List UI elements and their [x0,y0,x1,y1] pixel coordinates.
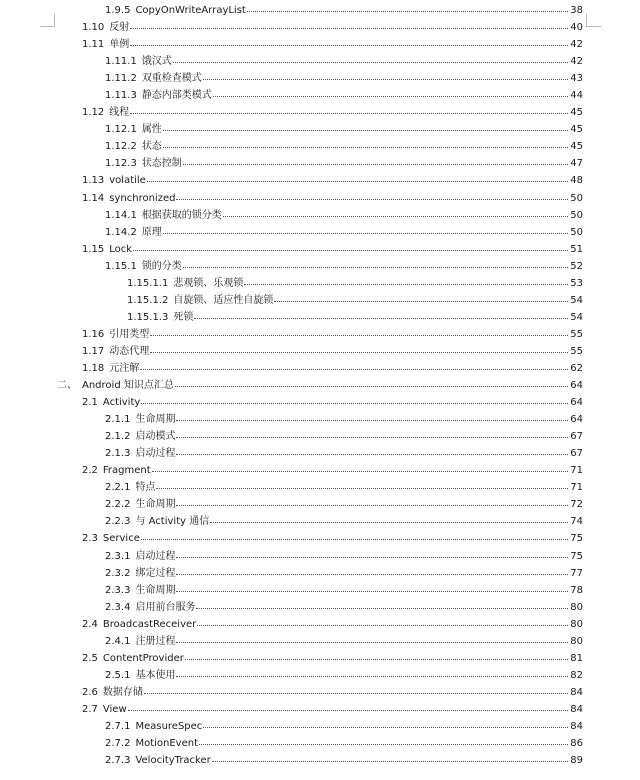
toc-entry[interactable] [0,342,640,359]
dot-leader [203,716,568,728]
toc-entry-number: 2.7.2 [105,738,131,750]
toc-entry-title: MeasureSpec [135,720,203,732]
toc-entry-number: 2.7.1 [105,720,131,732]
toc-entry-number: 2.3.3 [105,584,131,596]
dot-leader [133,239,568,251]
dot-leader [130,34,568,46]
toc-entry-page-number: 55 [570,328,583,340]
toc-entry-page-number: 81 [570,652,583,664]
toc-entry-title: Service [102,533,140,545]
toc-entry-number: 1.17 [82,345,105,357]
dot-leader [183,256,568,268]
toc-entry-number: 2.5.1 [105,669,131,681]
dot-leader [176,631,568,643]
toc-entry[interactable] [0,666,640,683]
toc-entry[interactable] [0,257,640,274]
dot-leader [163,222,568,234]
toc-entry[interactable] [0,751,640,768]
dot-leader [150,341,568,353]
toc-entry-number: 二、 [57,380,77,392]
toc-entry-page-number: 43 [570,73,583,85]
toc-entry-title: 双重检查模式 [141,73,202,85]
toc-entry-page-number: 84 [570,686,583,698]
toc-entry-title: 饿汉式 [141,56,172,68]
toc-entry-page-number: 53 [570,277,583,289]
dot-leader [176,426,568,438]
dot-leader [274,290,568,302]
toc-entry-number: 1.14.2 [105,226,137,238]
toc-entry-page-number: 52 [570,260,583,272]
toc-entry[interactable] [0,461,640,478]
toc-entry-number: 2.7.3 [105,755,131,767]
toc-entry-page-number: 54 [570,294,583,306]
dot-leader [128,699,568,711]
toc-entry[interactable] [0,478,640,495]
toc-entry-page-number: 38 [570,5,583,16]
toc-entry[interactable] [0,154,640,171]
toc-entry-page-number: 44 [570,90,583,102]
dot-leader [212,750,568,762]
toc-entry-title: 数据存储 [102,686,143,698]
toc-entry-number: 1.10 [82,22,105,34]
toc-entry-number: 2.2.3 [105,516,131,528]
toc-entry-title: 状态控制 [141,158,182,170]
dot-leader [176,443,568,455]
toc-entry-page-number: 42 [570,39,583,51]
toc-entry-number: 1.15.1 [105,260,137,272]
toc-entry-page-number: 64 [570,414,583,426]
toc-entry-number: 2.1.1 [105,414,131,426]
toc-entry-number: 2.3.4 [105,601,131,613]
dot-leader [176,494,568,506]
dot-leader [173,51,568,63]
toc-entry[interactable] [0,734,640,751]
dot-leader [141,528,568,540]
toc-entry-number: 2.1.3 [105,448,131,460]
toc-entry-page-number: 50 [570,192,583,204]
dot-leader [203,68,568,80]
dot-leader [185,648,568,660]
toc-entry-title: 属性 [141,124,162,136]
dot-leader [194,307,568,319]
toc-entry-title: View [102,703,127,715]
toc-entry-title: MotionEvent [135,738,199,750]
toc-entry-number: 1.14.1 [105,209,137,221]
dot-leader [196,597,568,609]
toc-entry-title: 反射 [109,22,130,34]
dot-leader [183,153,568,165]
toc-entry[interactable] [0,1,640,18]
toc-entry-page-number: 42 [570,56,583,68]
toc-entry[interactable] [0,103,640,120]
toc-entry-number: 1.14 [82,192,105,204]
toc-entry-number: 2.2.2 [105,499,131,511]
toc-entry[interactable] [0,240,640,257]
toc-entry-page-number: 80 [570,601,583,613]
dot-leader [163,136,568,148]
toc-entry-page-number: 71 [570,482,583,494]
toc-entry-title: 线程 [109,107,130,119]
toc-entry[interactable] [0,581,640,598]
toc-entry-title: 锁的分类 [141,260,182,272]
toc-entry-page-number: 54 [570,311,583,323]
toc-entry-page-number: 51 [570,243,583,255]
toc-entry-number: 2.4 [82,618,98,630]
toc-entry-title: 绑定过程 [135,567,176,579]
toc-entry-title: 注册过程 [135,635,176,647]
toc-entry-page-number: 62 [570,362,583,374]
dot-leader [163,119,568,131]
toc-entry-title: Lock [109,243,133,255]
toc-entry[interactable] [0,171,640,188]
toc-entry-page-number: 77 [570,567,583,579]
toc-entry-page-number: 55 [570,345,583,357]
toc-entry-page-number: 50 [570,209,583,221]
toc-entry-title: 启用前台服务 [135,601,196,613]
toc-entry[interactable] [0,274,640,291]
toc-entry-title: 原理 [141,226,162,238]
toc-entry[interactable] [0,700,640,717]
toc-entry[interactable] [0,223,640,240]
toc-entry[interactable] [0,35,640,52]
toc-entry-number: 1.13 [82,175,105,187]
toc-entry-page-number: 84 [570,720,583,732]
toc-entry-page-number: 45 [570,124,583,136]
toc-entry-number: 1.11.2 [105,73,137,85]
toc-entry-number: 2.3.1 [105,550,131,562]
toc-entry-number: 1.11 [82,39,105,51]
toc-entry-title: 启动模式 [135,431,176,443]
toc-entry-number: 1.12.1 [105,124,137,136]
dot-leader [210,511,568,523]
toc-entry-number: 2.4.1 [105,635,131,647]
toc-entry-title: 特点 [135,482,156,494]
toc-entry-page-number: 67 [570,448,583,460]
toc-entry-page-number: 74 [570,516,583,528]
toc-entry-title: ContentProvider [102,652,184,664]
toc-entry[interactable] [0,632,640,649]
toc-entry-page-number: 50 [570,226,583,238]
dot-leader [147,170,568,182]
toc-entry-number: 2.2.1 [105,482,131,494]
toc-entry[interactable] [0,308,640,325]
toc-entry-title: 悲观锁、乐观锁 [173,277,244,289]
toc-entry-title: 静态内部类模式 [141,90,212,102]
toc-entry-page-number: 47 [570,158,583,170]
toc-entry[interactable] [0,393,640,410]
toc-entry[interactable] [0,359,640,376]
dot-leader [176,188,568,200]
toc-entry-number: 1.18 [82,362,105,374]
toc-entry-title: 单例 [109,39,130,51]
toc-entry-page-number: 86 [570,738,583,750]
toc-entry[interactable] [0,189,640,206]
toc-entry-title: BroadcastReceiver [102,618,197,630]
dot-leader [156,477,568,489]
toc-entry-page-number: 45 [570,141,583,153]
dot-leader [176,665,568,677]
toc-entry[interactable] [0,52,640,69]
toc-entry[interactable] [0,120,640,137]
toc-entry-number: 2.2 [82,465,98,477]
dot-leader [176,546,568,558]
toc-entry-number: 2.3 [82,533,98,545]
toc-entry-title: 启动过程 [135,550,176,562]
toc-entry-title: 与 Activity 通信 [135,516,210,528]
dot-leader [176,580,568,592]
toc-entry-page-number: 71 [570,465,583,477]
toc-entry-title: 基本使用 [135,669,176,681]
toc-entry-title: synchronized [109,192,176,204]
toc-entry-title: 启动过程 [135,448,176,460]
toc-entry-number: 1.11.3 [105,90,137,102]
dot-leader [199,733,568,745]
toc-entry-number: 2.6 [82,686,98,698]
toc-entry-number: 1.11.1 [105,56,137,68]
toc-entry-number: 1.12 [82,107,105,119]
toc-entry[interactable] [0,683,640,700]
toc-entry-page-number: 75 [570,533,583,545]
toc-entry[interactable] [0,325,640,342]
toc-entry-number: 1.9.5 [105,5,131,16]
toc-entry-page-number: 84 [570,703,583,715]
toc-entry[interactable] [0,137,640,154]
toc-entry[interactable] [0,547,640,564]
toc-entry-title: 生命周期 [135,499,176,511]
toc-entry-title: 生命周期 [135,584,176,596]
toc-entry-page-number: 40 [570,22,583,34]
toc-entry[interactable] [0,427,640,444]
toc-entry-title: 生命周期 [135,414,176,426]
toc-entry-title: Activity [102,397,141,409]
toc-entry-title: 根据获取的锁分类 [141,209,222,221]
toc-entry-page-number: 48 [570,175,583,187]
dot-leader [213,85,568,97]
toc-entry[interactable] [0,529,640,546]
toc-entry-page-number: 89 [570,755,583,767]
toc-entry-page-number: 67 [570,431,583,443]
toc-entry-number: 1.15.1.2 [127,294,169,306]
dot-leader [152,460,568,472]
dot-leader [223,205,568,217]
toc-entry-title: volatile [109,175,146,187]
toc-entry-title: CopyOnWriteArrayList [135,5,246,16]
toc-entry-number: 2.1.2 [105,431,131,443]
dot-leader [150,324,568,336]
toc-entry-title: 状态 [141,141,162,153]
toc-entry-page-number: 72 [570,499,583,511]
toc-entry[interactable] [0,512,640,529]
toc-entry-title: 引用类型 [109,328,150,340]
toc-entry[interactable] [0,291,640,308]
dot-leader [176,563,568,575]
dot-leader [175,375,568,387]
toc-entry-title: Android 知识点汇总 [82,380,174,392]
toc-entry-number: 2.1 [82,397,98,409]
toc-entry-page-number: 80 [570,618,583,630]
toc-entry[interactable] [0,18,640,35]
toc-entry-page-number: 80 [570,635,583,647]
toc-entry-title: Fragment [102,465,151,477]
toc-entry[interactable] [0,206,640,223]
toc-entry-title: VelocityTracker [135,755,211,767]
dot-leader [176,409,568,421]
toc-entry[interactable] [0,564,640,581]
toc-entry[interactable] [0,444,640,461]
toc-entry-number: 1.15.1.3 [127,311,169,323]
dot-leader [130,17,568,29]
toc-entry-page-number: 75 [570,550,583,562]
toc-entry[interactable] [0,410,640,427]
toc-entry-title: 自旋锁、适应性自旋锁 [173,294,274,306]
toc-entry-number: 1.12.2 [105,141,137,153]
toc-entry-page-number: 78 [570,584,583,596]
dot-leader [140,358,568,370]
dot-leader [244,273,568,285]
toc-entry-number: 1.12.3 [105,158,137,170]
dot-leader [141,392,568,404]
toc-entry[interactable] [0,598,640,615]
toc-entry-number: 1.15.1.1 [127,277,169,289]
toc-entry[interactable] [0,86,640,103]
toc-entry-number: 1.15 [82,243,105,255]
toc-entry-page-number: 45 [570,107,583,119]
toc-entry-page-number: 82 [570,669,583,681]
toc-entry[interactable] [0,649,640,666]
toc-entry-number: 2.3.2 [105,567,131,579]
dot-leader [247,0,568,12]
toc-entry-number: 1.16 [82,328,105,340]
toc-entry-number: 2.5 [82,652,98,664]
toc-entry[interactable] [0,376,640,393]
toc-entry-number: 2.7 [82,703,98,715]
toc-entry[interactable] [0,495,640,512]
table-of-contents [0,1,640,768]
toc-entry[interactable] [0,615,640,632]
toc-entry-title: 死锁 [173,311,194,323]
toc-entry-title: 动态代理 [109,345,150,357]
dot-leader [130,102,568,114]
toc-entry-page-number: 64 [570,397,583,409]
dot-leader [197,614,568,626]
toc-entry-title: 元注解 [109,362,140,374]
toc-entry[interactable] [0,69,640,86]
toc-entry-page-number: 64 [570,380,583,392]
toc-entry[interactable] [0,717,640,734]
dot-leader [144,682,568,694]
